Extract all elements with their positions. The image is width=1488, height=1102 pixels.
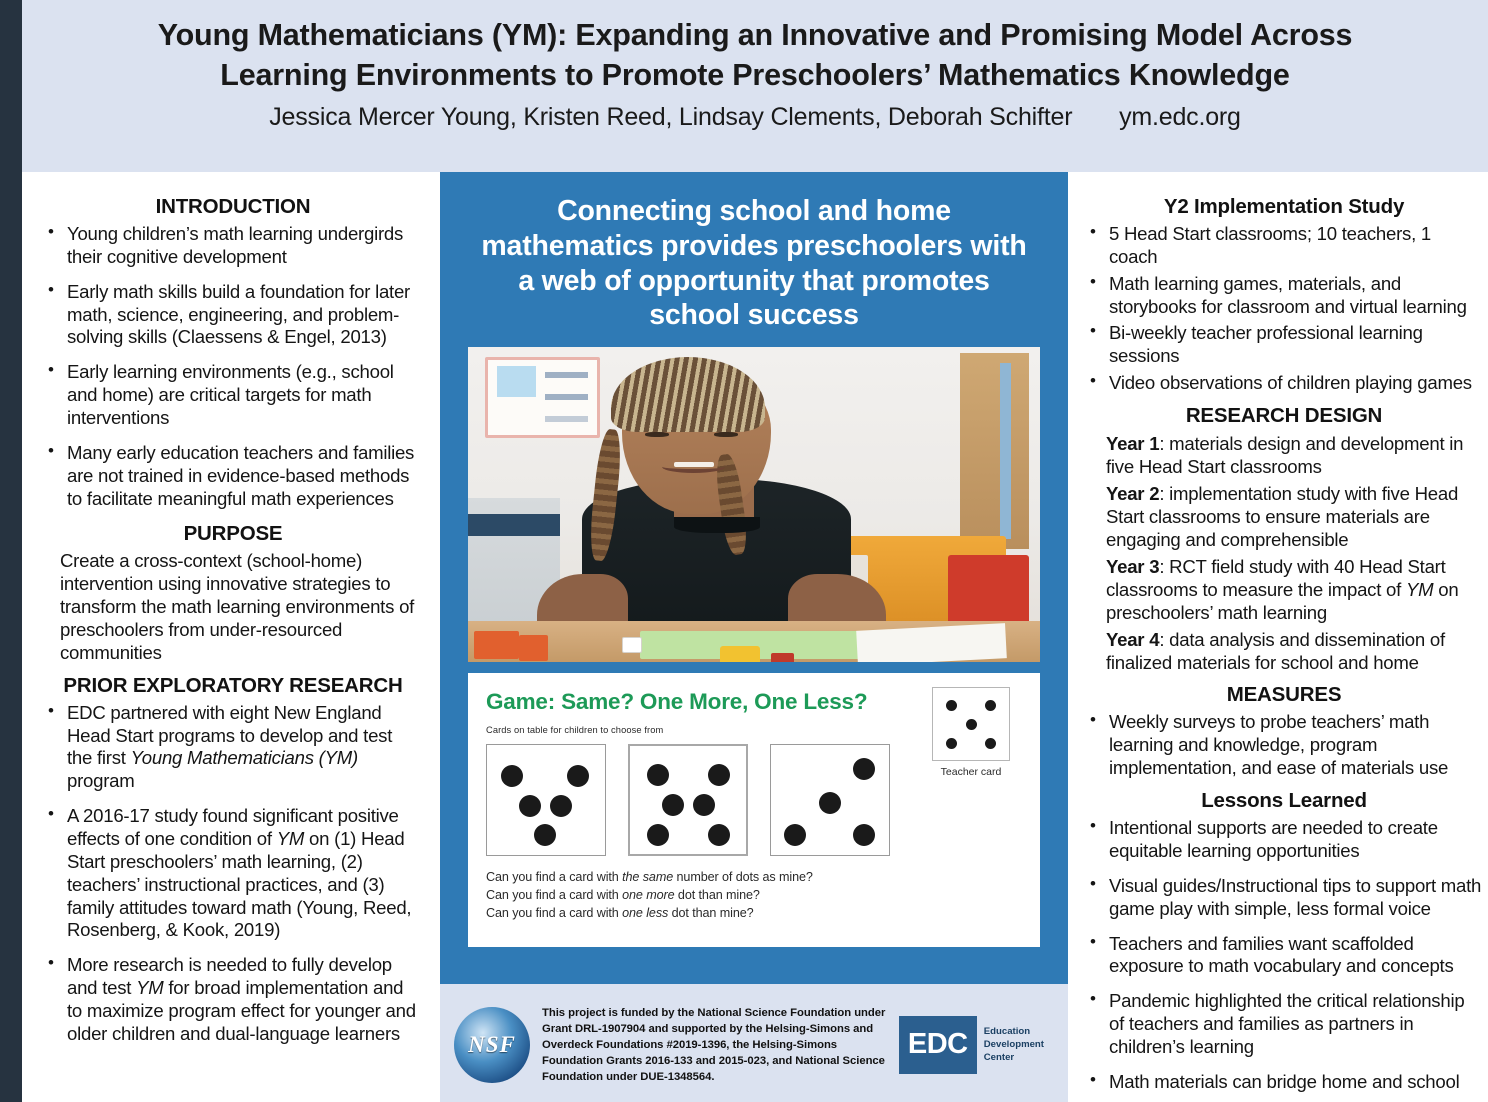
text-part: Can you find a card with (486, 887, 623, 902)
dot-card-3[interactable] (770, 744, 890, 856)
text-part: : data analysis and dissemination of finalized materials for school and home (1106, 629, 1445, 674)
text-part-italic: YM (1406, 579, 1434, 601)
year-label: Year 1 (1106, 433, 1160, 455)
title-line-2: Learning Environments to Promote Preschoolers’ Mathematics Knowledge (220, 57, 1290, 92)
list-item: • 5 Head Start classrooms; 10 teachers, 1 coach (1086, 223, 1482, 269)
center-column (440, 172, 1068, 1102)
list-item: • Intentional supports are needed to create equitable learning opportunities (1086, 817, 1482, 863)
game-prompt (486, 905, 1022, 923)
list-item: • Visual guides/Instructional tips to support math game play with simple, less formal voice (1086, 875, 1482, 921)
game-prompts (486, 869, 1022, 923)
author-line (42, 103, 1468, 132)
lessons-learned-heading: Lessons Learned (1201, 789, 1367, 813)
measures-heading: MEASURES (1226, 683, 1342, 707)
right-column (1068, 172, 1488, 1102)
title-line-1: Young Mathematicians (YM): Expanding an Innovative and Promising Model Across (157, 18, 1353, 52)
text-part-italic: YM (136, 977, 164, 999)
prior-research-heading: PRIOR EXPLORATORY RESEARCH (63, 673, 403, 697)
text-part-italic: one less (622, 905, 669, 920)
text-part: for broad implementation and to maximize program effect for younger and older children and dual-language learners (67, 977, 416, 1044)
research-design-heading: RESEARCH DESIGN (1185, 404, 1383, 428)
edc-logo (899, 1016, 1044, 1074)
research-design-year (1086, 432, 1482, 478)
text-part-italic: one more (622, 887, 675, 902)
list-item (44, 702, 422, 793)
text-part-italic: YM (276, 828, 305, 850)
edc-logo-words (984, 1025, 1044, 1065)
text-part-italic: the same (622, 870, 674, 885)
list-item: • Early math skills build a foundation for later math, science, engineering, and problem-solving skills (Claessens & Engel, 2013) (44, 281, 422, 350)
teacher-card-label: Teacher card (940, 766, 1002, 779)
edc-word-line: Development (983, 1039, 1044, 1051)
left-column (22, 172, 440, 1102)
classroom-photo (468, 347, 1040, 662)
nsf-logo-icon (454, 1007, 530, 1083)
prior-research-list (44, 702, 422, 1046)
poster-body (22, 172, 1488, 1102)
purpose-text: Create a cross-context (school-home) intervention using innovative strategies to transform the math learning environments of preschoolers from under-resourced communities (60, 550, 415, 663)
list-item: • Pandemic highlighted the critical relationship of teachers and families as partners in children’s learning (1086, 990, 1482, 1059)
year-label: Year 2 (1106, 483, 1160, 505)
key-message-banner: Connecting school and home mathematics provides preschoolers with a web of opportunity that promotes school success (481, 195, 1027, 332)
game-card (468, 673, 1040, 947)
text-part: : implementation study with five Head Start classrooms to ensure materials are engaging and comprehensible (1106, 483, 1459, 551)
teacher-card[interactable] (932, 687, 1010, 761)
text-part: Can you find a card with (486, 870, 623, 885)
list-item (44, 954, 422, 1045)
poster-header (22, 0, 1488, 172)
research-design-year (1086, 555, 1482, 624)
text-part: EDC partnered with eight New England Head Start programs to develop and test the first (67, 701, 393, 769)
text-part: on (1) Head Start preschoolers’ math learning, (2) teachers’ instructional practices, and (3) family attitudes toward math (Young, Reed, Rosenberg, & Kook, 2019) (67, 828, 412, 941)
list-item: • Math learning games, materials, and storybooks for classroom and virtual learning (1086, 273, 1482, 319)
lessons-learned-list (1086, 817, 1482, 1094)
author-names: Jessica Mercer Young, Kristen Reed, Lindsay Clements, Deborah Schifter (269, 103, 1073, 132)
funding-footer (440, 984, 1068, 1102)
list-item: • Early learning environments (e.g., school and home) are critical targets for math interventions (44, 361, 422, 430)
dot-card-2[interactable] (628, 744, 748, 856)
list-item: • Teachers and families want scaffolded exposure to math vocabulary and concepts (1086, 933, 1482, 979)
nsf-logo-text: NSF (468, 1031, 516, 1057)
teacher-card-group (932, 687, 1010, 778)
introduction-list (44, 223, 422, 510)
text-part: More research is needed to fully develop and test (67, 954, 392, 999)
list-item: • Weekly surveys to probe teachers’ math learning and knowledge, program implementation, and ease of materials use (1086, 711, 1482, 780)
list-item: • Many early education teachers and families are not trained in evidence-based methods to facilitate meaningful math experiences (44, 442, 422, 511)
text-part: dot than mine? (674, 887, 760, 902)
text-part-italic: Young Mathematicians (YM) (130, 747, 358, 769)
game-subtitle: Cards on table for children to choose from (486, 725, 664, 736)
text-part: : RCT field study with 40 Head Start classrooms to measure the impact of (1106, 556, 1446, 601)
list-item: • Math materials can bridge home and school (1086, 1071, 1482, 1094)
y2-study-list (1086, 223, 1482, 395)
edc-word-line: Education (983, 1025, 1031, 1037)
list-item: • Young children’s math learning undergirds their cognitive development (44, 223, 422, 269)
funding-statement: This project is funded by the National Science Foundation under Grant DRL-1907904 and supported by the Helsing-Simons and Overdeck Foundations #2019-1396, the Helsing-Simons Foundation Grants 2016-133 and 2015-023, and National Science Foundation under DUE-1348564. (542, 1006, 886, 1083)
y2-study-heading: Y2 Implementation Study (1163, 195, 1405, 218)
edc-word-line: Center (983, 1052, 1015, 1064)
purpose-heading: PURPOSE (183, 522, 283, 546)
list-item: • Bi-weekly teacher professional learning sessions (1086, 322, 1482, 368)
text-part: program (67, 770, 135, 792)
game-prompt (486, 869, 1022, 887)
text-part: A 2016-17 study found significant positive effects of one condition of (67, 805, 399, 850)
list-item: • Video observations of children playing games (1086, 372, 1482, 395)
year-label: Year 4 (1106, 629, 1160, 651)
introduction-heading: INTRODUCTION (155, 195, 311, 218)
measures-list (1086, 711, 1482, 780)
text-part: Can you find a card with (486, 905, 623, 920)
text-part: number of dots as mine? (673, 870, 813, 885)
game-title: Game: Same? One More, One Less? (486, 689, 868, 715)
research-design-year (1086, 628, 1482, 674)
text-part: dot than mine? (668, 905, 754, 920)
text-part: on preschoolers’ math learning (1106, 579, 1459, 624)
edc-logo-mark: EDC (899, 1016, 977, 1074)
game-prompt (486, 887, 1022, 905)
list-item (44, 805, 422, 942)
dot-card-1[interactable] (486, 744, 606, 856)
year-label: Year 3 (1106, 556, 1160, 578)
research-design-year (1086, 482, 1482, 551)
page-title (42, 10, 1468, 95)
project-website[interactable]: ym.edc.org (1119, 103, 1241, 132)
text-part: : materials design and development in five Head Start classrooms (1106, 433, 1464, 478)
photo-container (440, 347, 1068, 662)
